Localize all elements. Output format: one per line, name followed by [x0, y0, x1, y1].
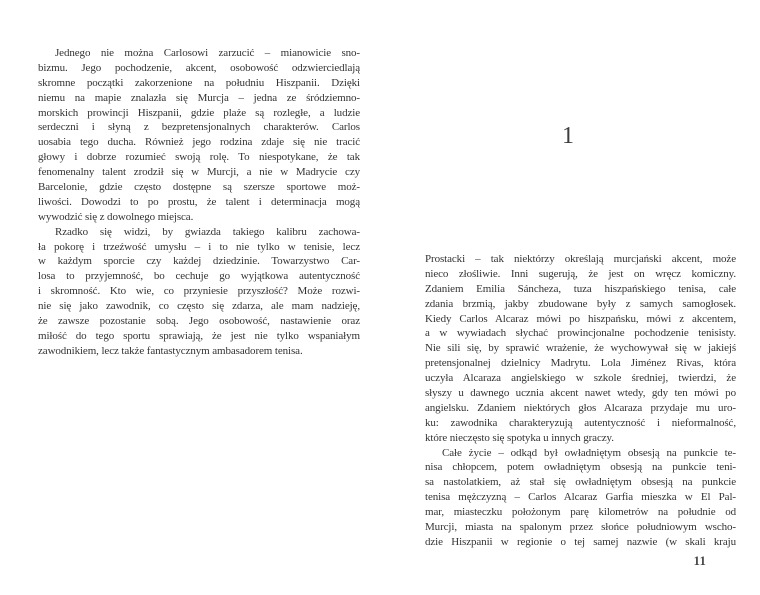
text-line: uosabia tego ducha. Również jego rodzina zdaje się nie tracić: [38, 136, 360, 149]
text-line: Jednego nie można Carlosowi zarzucić – mianowicie sno-: [55, 47, 360, 59]
text-line: sa nastolatkiem, aż stał się owładniętym obsesją na punkcie: [425, 476, 736, 489]
chapter-number: 1: [562, 123, 574, 149]
text-line: Zdaniem Emilia Sáncheza, tuza hiszpańskiego tenisa, całe: [425, 282, 736, 295]
text-line: liwości. Dowodzi to po prostu, że talent i determinacja mogą: [38, 195, 360, 208]
text-line: że zawsze pozostanie sobą. Jego osobowość, nastawienie oraz: [38, 315, 360, 328]
text-line: Kiedy Carlos Alcaraz mówi po hiszpańsku, mówi z akcentem,: [425, 312, 736, 325]
text-line: Barcelonie, gdzie często dostępne są szersze sportowe moż-: [38, 181, 360, 194]
text-line: zdania brzmią, jakby zbudowane były z samych samogłosek.: [425, 297, 736, 310]
text-line: ła pokorę i trzeźwość umysłu – i to nie tylko w tenisie, lecz: [38, 240, 360, 253]
text-line: nisa chłopcem, potem owładniętym obsesją na punkcie teni-: [425, 461, 736, 474]
text-line: morskich prowincji Hiszpanii, gdzie plaże są rozległe, a ludzie: [38, 106, 360, 119]
text-line: fenomenalny talent zrodził się w Murcji, a nie w Madrycie czy: [38, 166, 360, 179]
text-line: Prostacki – tak niektórzy określają murcjański akcent, może: [425, 253, 736, 265]
text-line: głowy i dobrze rozumieć swoją rolę. To niespotykane, że tak: [38, 151, 360, 164]
text-line: nieco złośliwie. Inni sugerują, że jest on wręcz komiczny.: [425, 267, 736, 280]
text-line: tenisa mężczyzną – Carlos Alcaraz Garfia mieszka w El Pal-: [425, 491, 736, 504]
text-line: bizmu. Jego pochodzenie, akcent, osobowość odzwierciedlają: [38, 61, 360, 74]
text-line: losa to przyjemność, bo cechuje go wyjątkowa autentyczność: [38, 270, 360, 283]
page-number: 11: [693, 554, 707, 568]
text-line: uczyła Alcaraza angielskiego w szkole średniej, twierdzi, że: [425, 372, 736, 385]
text-line: które nieczęsto się spotyka u innych graczy.: [425, 431, 614, 444]
text-line: skromne początki zakorzenione na południu Hiszpanii. Dzięki: [38, 76, 360, 89]
left-page-text-block: [38, 46, 360, 359]
text-line: w każdym sporcie czy każdej dziedzinie. Towarzystwo Car-: [38, 255, 360, 268]
text-line: a w wywiadach słychać prowincjonalne pochodzenie tenisisty.: [425, 327, 736, 340]
text-line: słyszy u dawnego ucznia akcent nawet wtedy, gdy ten mówi po: [425, 387, 736, 400]
text-line: angielsku. Zdaniem niektórych głos Alcaraza przydaje mu uro-: [425, 401, 736, 414]
text-line: pretensjonalnej dzielnicy Madrytu. Lola Jiménez Rivas, która: [425, 357, 736, 370]
text-line: nie się jako zawodnik, co często się zdarza, ale mam nadzieję,: [38, 300, 360, 313]
text-line: Murcji, miasta na spalonym przez słońce południowym wscho-: [425, 521, 736, 534]
right-page-text-block: [425, 252, 736, 550]
text-line: serdeczni i słyną z bezpretensjonalnych charakterów. Carlos: [38, 121, 360, 134]
text-line: miłość do tego sportu sprawiają, że jest nie tylko wspaniałym: [38, 329, 360, 342]
text-line: zawodnikiem, lecz także fantastycznym ambasadorem tenisa.: [38, 344, 303, 357]
text-line: wywodzić się z dowolnego miejsca.: [38, 210, 194, 223]
text-line: Całe życie – odkąd był owładniętym obsesją na punkcie te-: [442, 446, 736, 459]
text-line: Rzadko się widzi, by gwiazda takiego kalibru zachowa-: [55, 225, 360, 238]
text-line: dzie Hiszpanii w regionie o tej samej nazwie (w skali kraju: [425, 535, 736, 548]
text-line: ku: zawodnika charakteryzują autentyczność i nieformalność,: [425, 416, 736, 429]
text-line: niemu na mapie znalazła się Murcja – jedna ze śródziemno-: [38, 91, 360, 104]
text-line: mar, miasteczku położonym parę kilometrów na południe od: [425, 506, 736, 519]
text-line: i skromność. Kto wie, co przyniesie przyszłość? Może rozwi-: [38, 285, 360, 298]
text-line: Nie sili się, by sprawić wrażenie, że wychowywał się w jakiejś: [425, 342, 736, 355]
